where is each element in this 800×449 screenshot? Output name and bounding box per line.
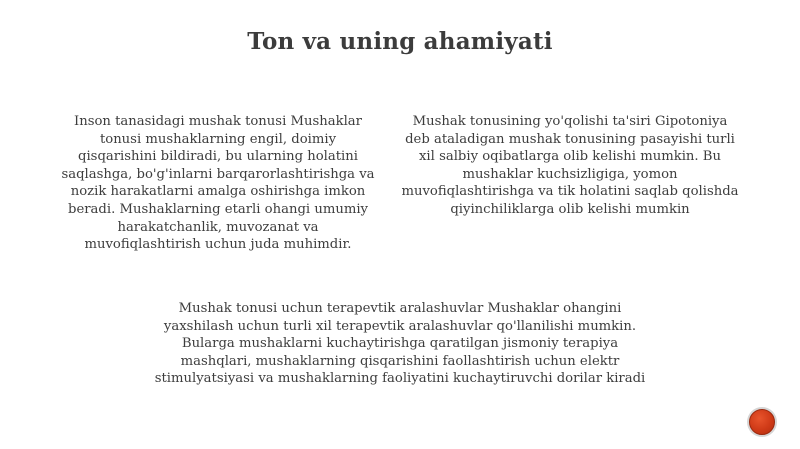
right-paragraph: Mushak tonusining yo'qolishi ta'siri Gipotoniya deb ataladigan mushak tonusining pasayishi turli xil salbiy oqibatlarga olib kelishi mumkin. Bu mushaklar kuchsizligiga, yomon muvofiqlashtirishga va tik holatini saqlab qolishda qiyinchiliklarga olib kelishi mumkin bbox=[401, 114, 739, 217]
bottom-paragraph: Mushak tonusi uchun terapevtik aralashuvlar Mushaklar ohangini yaxshilash uchun turli xil terapevtik aralashuvlar qo'llanilishi mumkin. Bularga mushaklarni kuchaytirishga qaratilgan jismoniy terapiya mashqlari, mushaklarning qisqarishini faollashtirish uchun elektr stimulyatsiyasi va mushaklarning faoliyatini kuchaytiruvchi dorilar kiradi bbox=[154, 301, 646, 387]
slide-nav-button[interactable] bbox=[747, 407, 777, 437]
slide-nav-circle-icon bbox=[749, 409, 775, 435]
left-paragraph: Inson tanasidagi mushak tonusi Mushaklar tonusi mushaklarning engil, doimiy qisqarishini bildiradi, bu ularning holatini saqlashga, bo'g'inlarni barqarorlashtirishga va nozik harakatlarni amalga oshirishga imkon beradi. Mushaklarning etarli ohangi umumiy harakatchanlik, muvozanat va muvofiqlashtirish uchun juda muhimdir. bbox=[61, 114, 375, 253]
slide-title: Ton va uning ahamiyati bbox=[247, 28, 553, 55]
